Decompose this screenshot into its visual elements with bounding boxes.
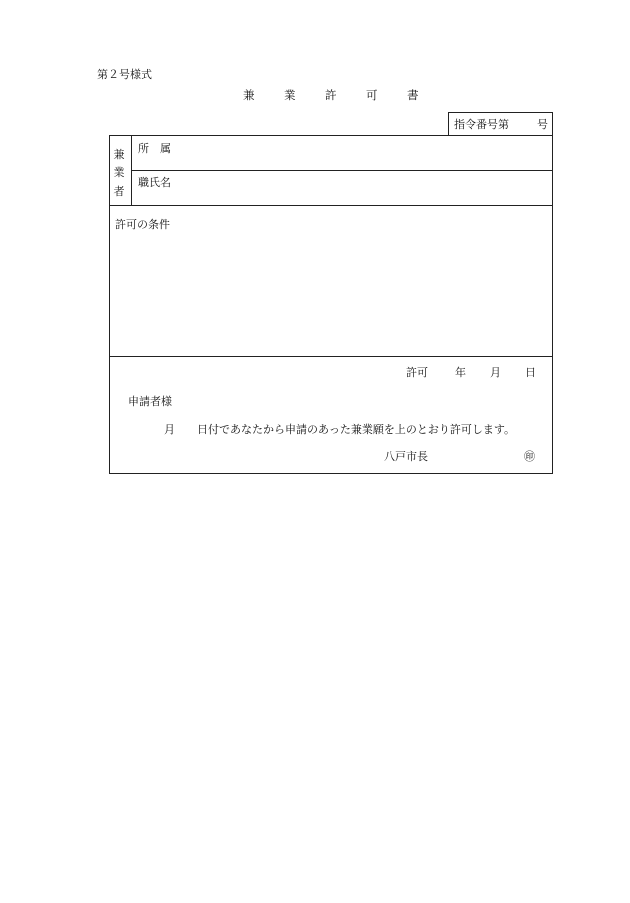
- permit-date-month: 月: [490, 366, 501, 379]
- applicant-vertical-label: [112, 146, 126, 201]
- notice-month: 月: [164, 423, 175, 436]
- title-char: 許: [325, 88, 337, 102]
- seal-mark: ㊞: [524, 450, 535, 463]
- notice-text: 日付であなたから申請のあった兼業願を上のとおり許可します。: [197, 423, 516, 436]
- form-number-label: 第２号様式: [97, 68, 152, 81]
- permit-date-label: 許可: [406, 366, 428, 379]
- applicant-label-char: 兼: [113, 148, 125, 161]
- signatory-title: 八戸市長: [384, 450, 428, 463]
- title-char: 兼: [243, 88, 255, 102]
- addressee-label: 申請者様: [128, 395, 172, 408]
- conditions-divider: [109, 356, 553, 357]
- affiliation-label: 所 属: [138, 142, 171, 155]
- permit-date-day: 日: [525, 366, 536, 379]
- name-label: 職氏名: [138, 176, 171, 189]
- permit-date-year: 年: [455, 366, 466, 379]
- conditions-label: 許可の条件: [115, 218, 170, 231]
- applicant-section-divider: [109, 205, 553, 206]
- designation-number-prefix: 指令番号第: [454, 118, 509, 131]
- title-char: 可: [366, 88, 378, 102]
- designation-number-suffix: 号: [537, 118, 548, 131]
- title-char: 書: [407, 88, 419, 102]
- applicant-label-char: 業: [113, 166, 125, 180]
- title-char: 業: [284, 88, 296, 102]
- affiliation-divider: [131, 170, 553, 171]
- applicant-label-char: 者: [113, 184, 125, 198]
